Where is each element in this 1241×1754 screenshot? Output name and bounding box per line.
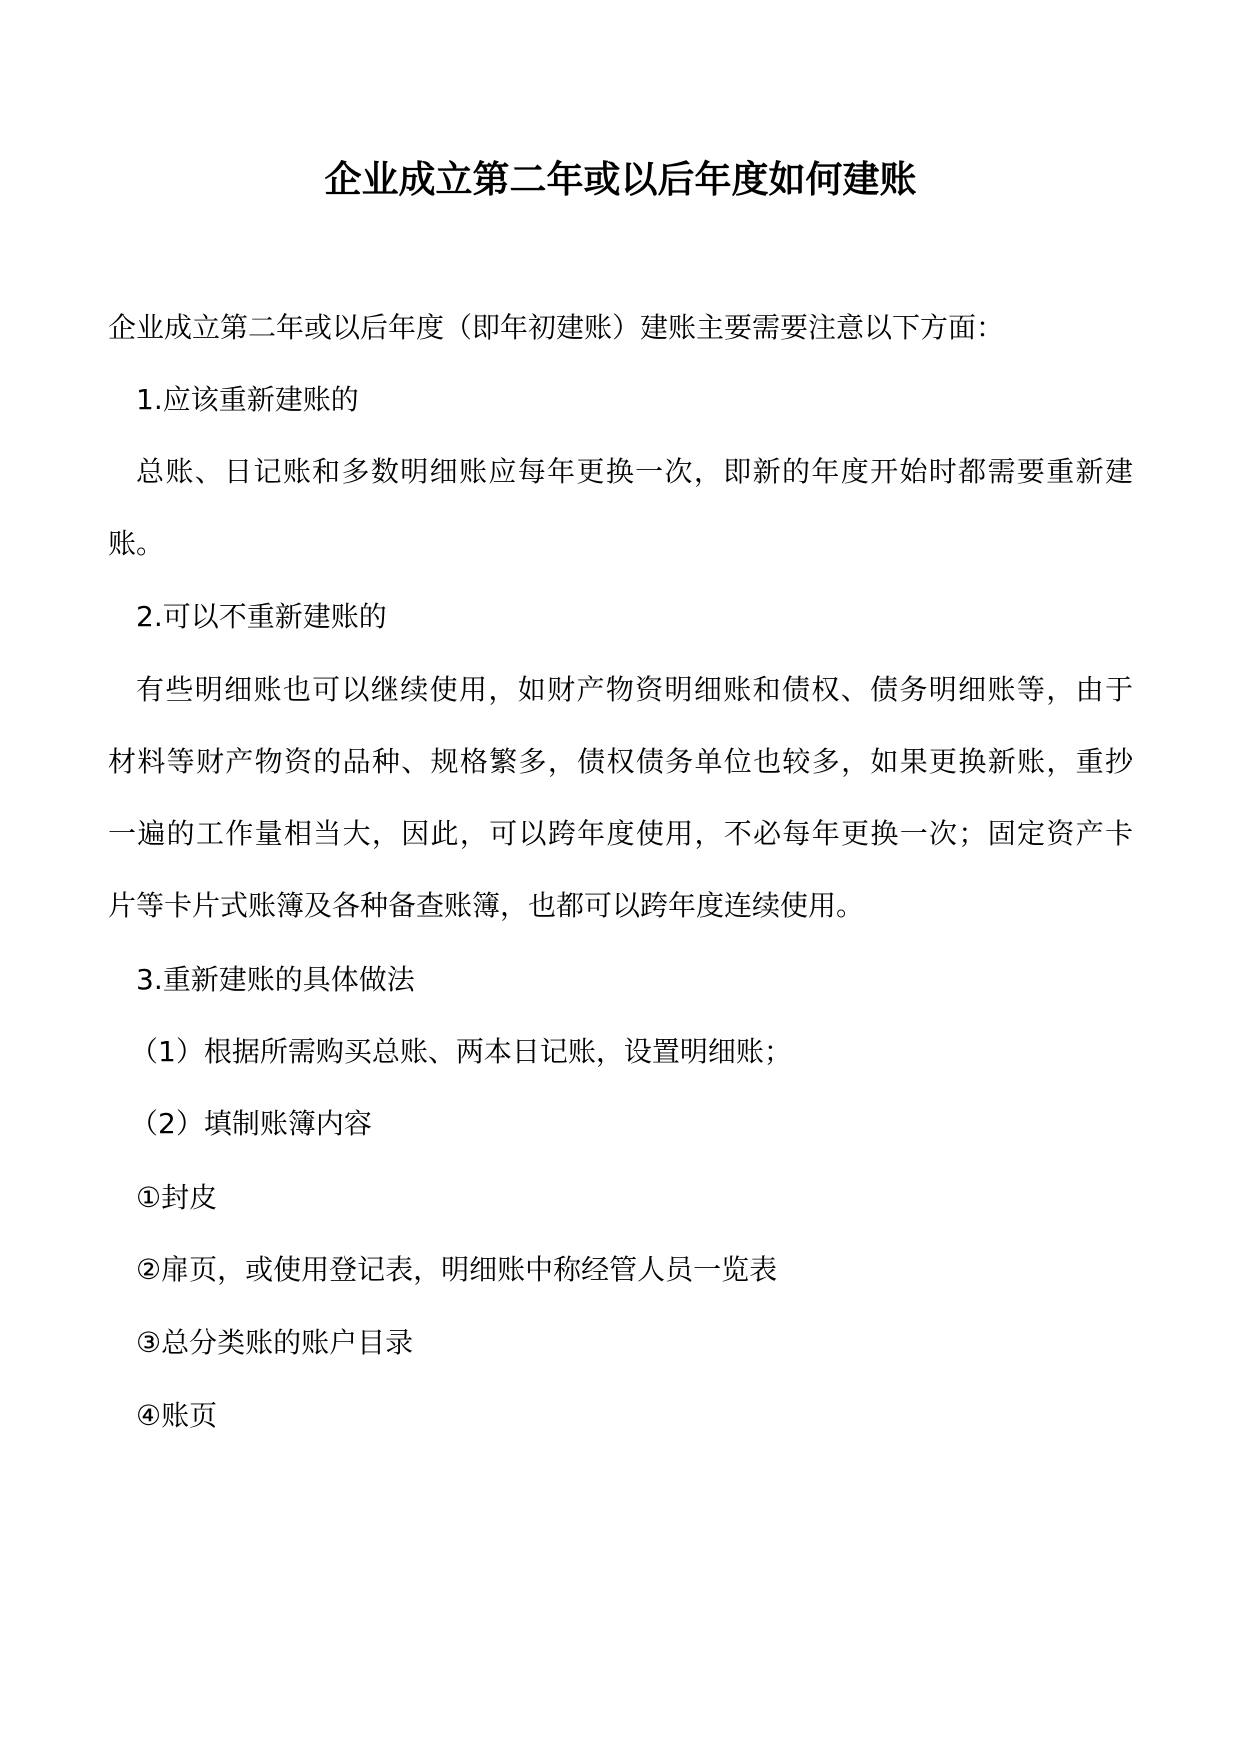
section1-heading: 1.应该重新建账的 — [136, 383, 359, 416]
section3-item-3: ③总分类账的账户目录 — [136, 1326, 414, 1359]
intro-paragraph: 企业成立第二年或以后年度（即年初建账）建账主要需要注意以下方面： — [108, 311, 1005, 344]
section3-step-1: （1）根据所需购买总账、两本日记账，设置明细账； — [130, 1035, 792, 1068]
section1-line-1: 总账、日记账和多数明细账应每年更换一次，即新的年度开始时都需要重新建 — [136, 455, 1133, 488]
document-title: 企业成立第二年或以后年度如何建账 — [324, 158, 917, 201]
section2-heading: 2.可以不重新建账的 — [136, 600, 387, 633]
section2-line-4: 片等卡片式账簿及各种备查账簿，也都可以跨年度连续使用。 — [108, 889, 865, 922]
section2-line-2: 材料等财产物资的品种、规格繁多，债权债务单位也较多，如果更换新账，重抄 — [108, 745, 1133, 778]
section3-step-2: （2）填制账簿内容 — [130, 1107, 372, 1140]
section2-line-3: 一遍的工作量相当大，因此，可以跨年度使用，不必每年更换一次；固定资产卡 — [108, 817, 1133, 850]
section2-line-1: 有些明细账也可以继续使用，如财产物资明细账和债权、债务明细账等，由于 — [136, 673, 1133, 706]
section1-line-2: 账。 — [108, 527, 165, 560]
section3-item-4: ④账页 — [136, 1399, 218, 1432]
section3-item-2: ②扉页，或使用登记表，明细账中称经管人员一览表 — [136, 1253, 778, 1286]
section3-item-1: ①封皮 — [136, 1181, 218, 1214]
section3-heading: 3.重新建账的具体做法 — [136, 963, 415, 996]
